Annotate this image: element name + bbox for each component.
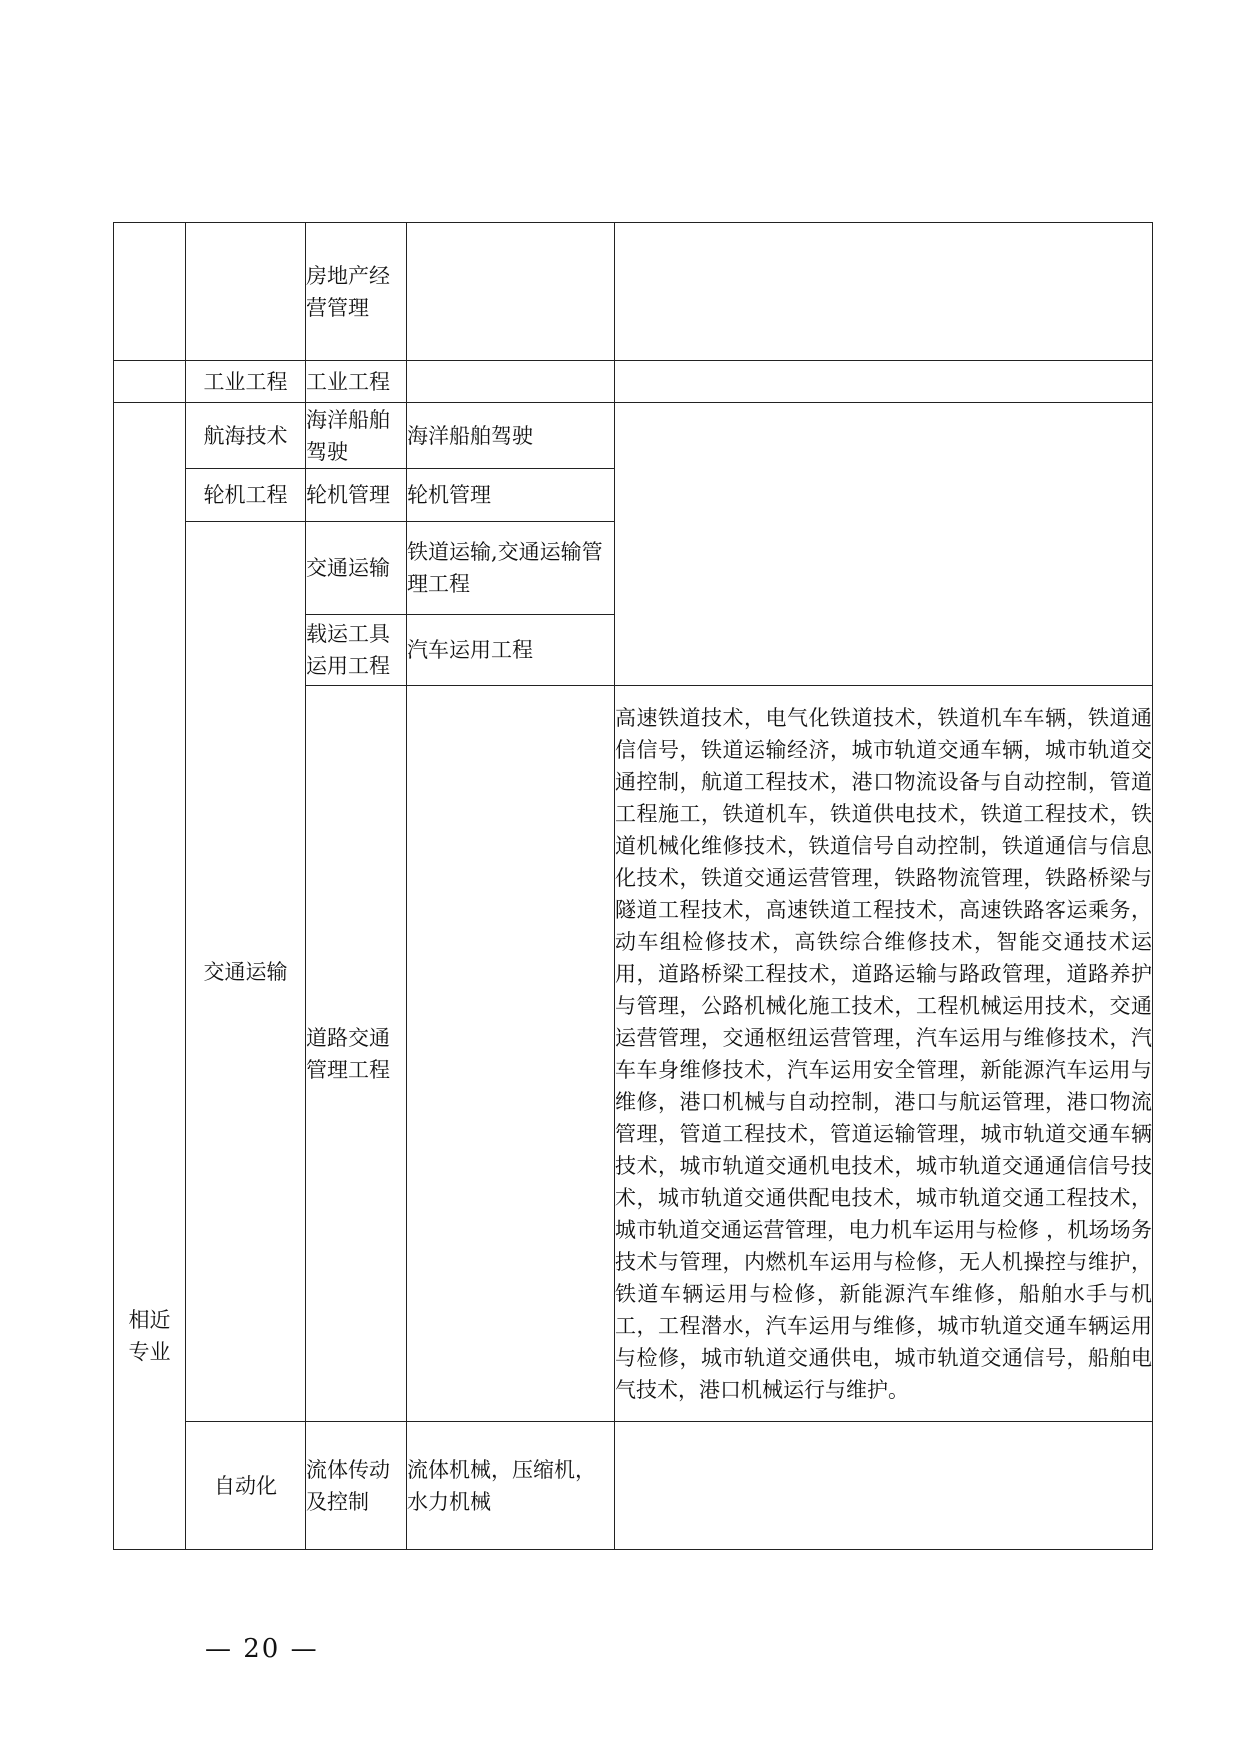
major-cell: 载运工具运用工程 <box>306 615 407 686</box>
related-cell-empty <box>615 361 1153 403</box>
group-label: 相近专业 <box>128 1308 171 1364</box>
related-cell-empty <box>615 223 1153 361</box>
table-row <box>114 403 1153 469</box>
category-cell: 自动化 <box>186 1422 306 1550</box>
major-cell: 轮机管理 <box>306 469 407 522</box>
related-specialties-cell: 高速铁道技术，电气化铁道技术，铁道机车车辆，铁道通信信号，铁道运输经济，城市轨道交通车辆，城市轨道交通控制，航道工程技术，港口物流设备与自动控制，管道工程施工，铁道机车，铁道供电技术，铁道工程技术，铁道机械化维修技术，铁道信号自动控制，铁道通信与信息化技术，铁道交通运营管理，铁路物流管理，铁路桥梁与隧道工程技术，高速铁道工程技术，高速铁路客运乘务，动车组检修技术，高铁综合维修技术，智能交通技术运用，道路桥梁工程技术，道路运输与路政管理，道路养护与管理，公路机械化施工技术，工程机械运用技术，交通运营管理，交通枢纽运营管理，汽车运用与维修技术，汽车车身维修技术，汽车运用安全管理，新能源汽车运用与维修，港口机械与自动控制，港口与航运管理，港口物流管理，管道工程技术，管道运输管理，城市轨道交通车辆技术，城市轨道交通机电技术，城市轨道交通通信信号技术，城市轨道交通供配电技术，城市轨道交通工程技术，城市轨道交通运营管理，电力机车运用与检修 ，机场场务技术与管理，内燃机车运用与检修，无人机操控与维护，铁道车辆运用与检修，新能源汽车维修，船舶水手与机工，工程潜水，汽车运用与维修，城市轨道交通车辆运用与检修，城市轨道交通供电，城市轨道交通信号，船舶电气技术，港口机械运行与维护。 <box>615 686 1153 1422</box>
category-cell: 交通运输 <box>186 522 306 1422</box>
major-cell: 海洋船舶驾驶 <box>306 403 407 469</box>
related-cell-empty <box>615 1422 1153 1550</box>
direction-cell: 铁道运输,交通运输管理工程 <box>407 522 615 615</box>
category-cell: 工业工程 <box>186 361 306 403</box>
direction-cell: 流体机械，压缩机，水力机械 <box>407 1422 615 1550</box>
direction-cell-empty <box>407 223 615 361</box>
category-cell: 航海技术 <box>186 403 306 469</box>
group-cell-empty <box>114 361 186 403</box>
major-cell: 房地产经营管理 <box>306 223 407 361</box>
table-row <box>114 361 1153 403</box>
direction-cell: 海洋船舶驾驶 <box>407 403 615 469</box>
major-cell: 工业工程 <box>306 361 407 403</box>
page-number: — 20 — <box>205 1634 319 1664</box>
direction-cell: 轮机管理 <box>407 469 615 522</box>
direction-cell-empty <box>407 361 615 403</box>
direction-cell: 汽车运用工程 <box>407 615 615 686</box>
direction-cell-empty <box>407 686 615 1422</box>
category-cell-empty <box>186 223 306 361</box>
specialty-table <box>113 222 1153 1550</box>
table-row <box>114 1422 1153 1550</box>
table-row <box>114 223 1153 361</box>
group-cell-empty <box>114 223 186 361</box>
major-cell: 交通运输 <box>306 522 407 615</box>
major-cell: 道路交通管理工程 <box>306 686 407 1422</box>
group-label-cell <box>114 403 186 1550</box>
related-cell-empty <box>615 403 1153 686</box>
category-cell: 轮机工程 <box>186 469 306 522</box>
major-cell: 流体传动及控制 <box>306 1422 407 1550</box>
